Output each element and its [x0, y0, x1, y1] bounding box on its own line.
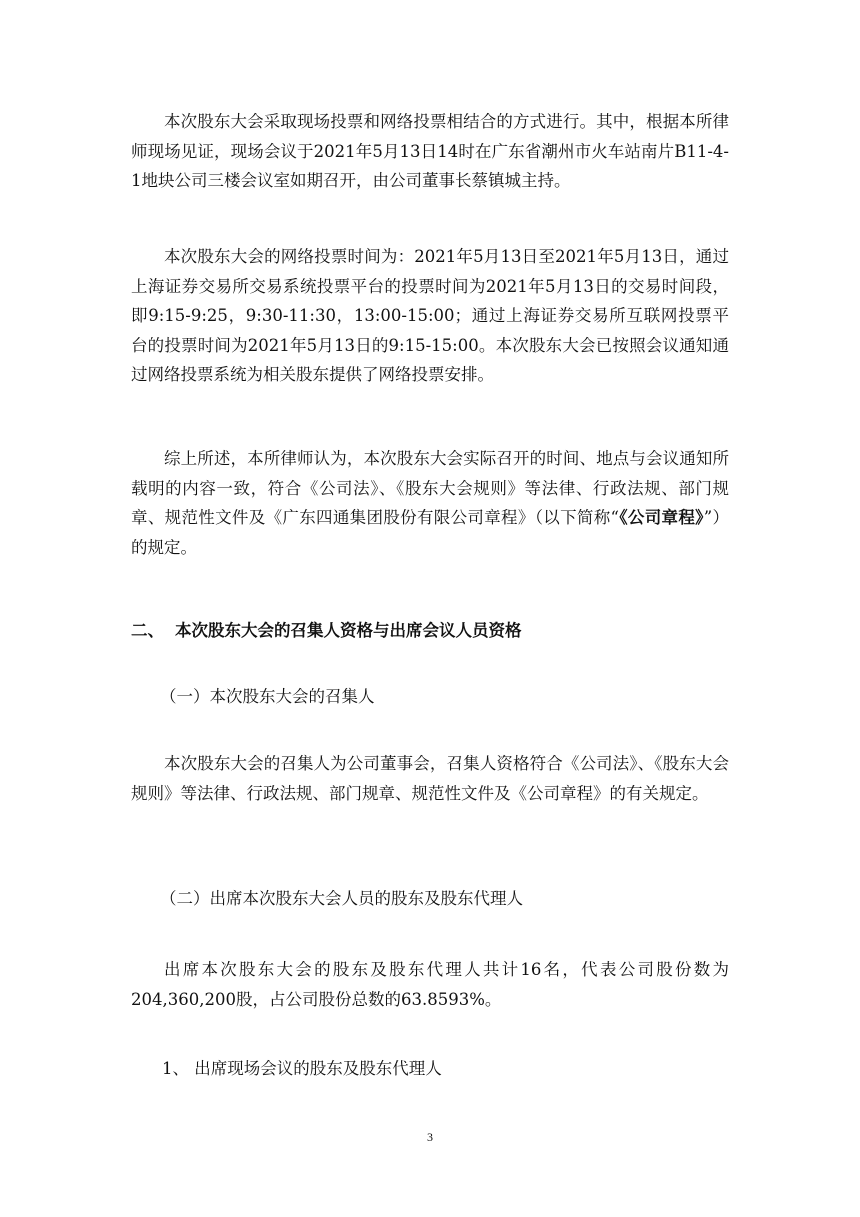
- section-number: 二、: [131, 621, 164, 640]
- paragraph-online-voting: 本次股东大会的网络投票时间为：2021年5月13日至2021年5月13日，通过上海证券交易所交易系统投票平台的投票时间为2021年5月13日的交易时间段，即9:15-9:25，9:30-11:30，13:00-15:00；通过上海证券交易所互联网投票平台的投票时间为2021年5月13日的9:15-15:00。本次股东大会已按照会议通知通过网络投票系统为相关股东提供了网络投票安排。: [131, 247, 729, 385]
- conclusion-end: ”）的规定。: [131, 508, 730, 557]
- paragraph-meeting-method: 本次股东大会采取现场投票和网络投票相结合的方式进行。其中，根据本所律师现场见证，现场会议于2021年5月13日14时在广东省潮州市火车站南片B11-4-1地块公司三楼会议室如期召开，由公司董事长蔡镇城主持。: [131, 112, 729, 191]
- list-item-onsite-attendees: 1、 出席现场会议的股东及股东代理人: [162, 1059, 442, 1078]
- section-heading-2: [131, 616, 522, 645]
- paragraph-attendees: 出席本次股东大会的股东及股东代理人共计16名，代表公司股份数为204,360,200股，占公司股份总数的63.8593%。: [131, 960, 729, 1009]
- subsection-heading-1: （一）本次股东大会的召集人: [160, 687, 375, 706]
- paragraph-conclusion: [131, 444, 729, 562]
- subsection-heading-2: （二）出席本次股东大会人员的股东及股东代理人: [160, 889, 523, 908]
- company-charter-term: 《公司章程》: [619, 508, 704, 528]
- section-title: 本次股东大会的召集人资格与出席会议人员资格: [175, 621, 522, 640]
- conclusion-text: 综上所述，本所律师认为，本次股东大会实际召开的时间、地点与会议通知所载明的内容一致，符合《公司法》、《股东大会规则》等法律、行政法规、部门规章、规范性文件及《广东四通集团股份有限公司章程》（以下简称“: [131, 449, 729, 528]
- page-number: 3: [427, 1130, 433, 1144]
- paragraph-convener: 本次股东大会的召集人为公司董事会，召集人资格符合《公司法》、《股东大会规则》等法律、行政法规、部门规章、规范性文件及《公司章程》的有关规定。: [131, 754, 729, 803]
